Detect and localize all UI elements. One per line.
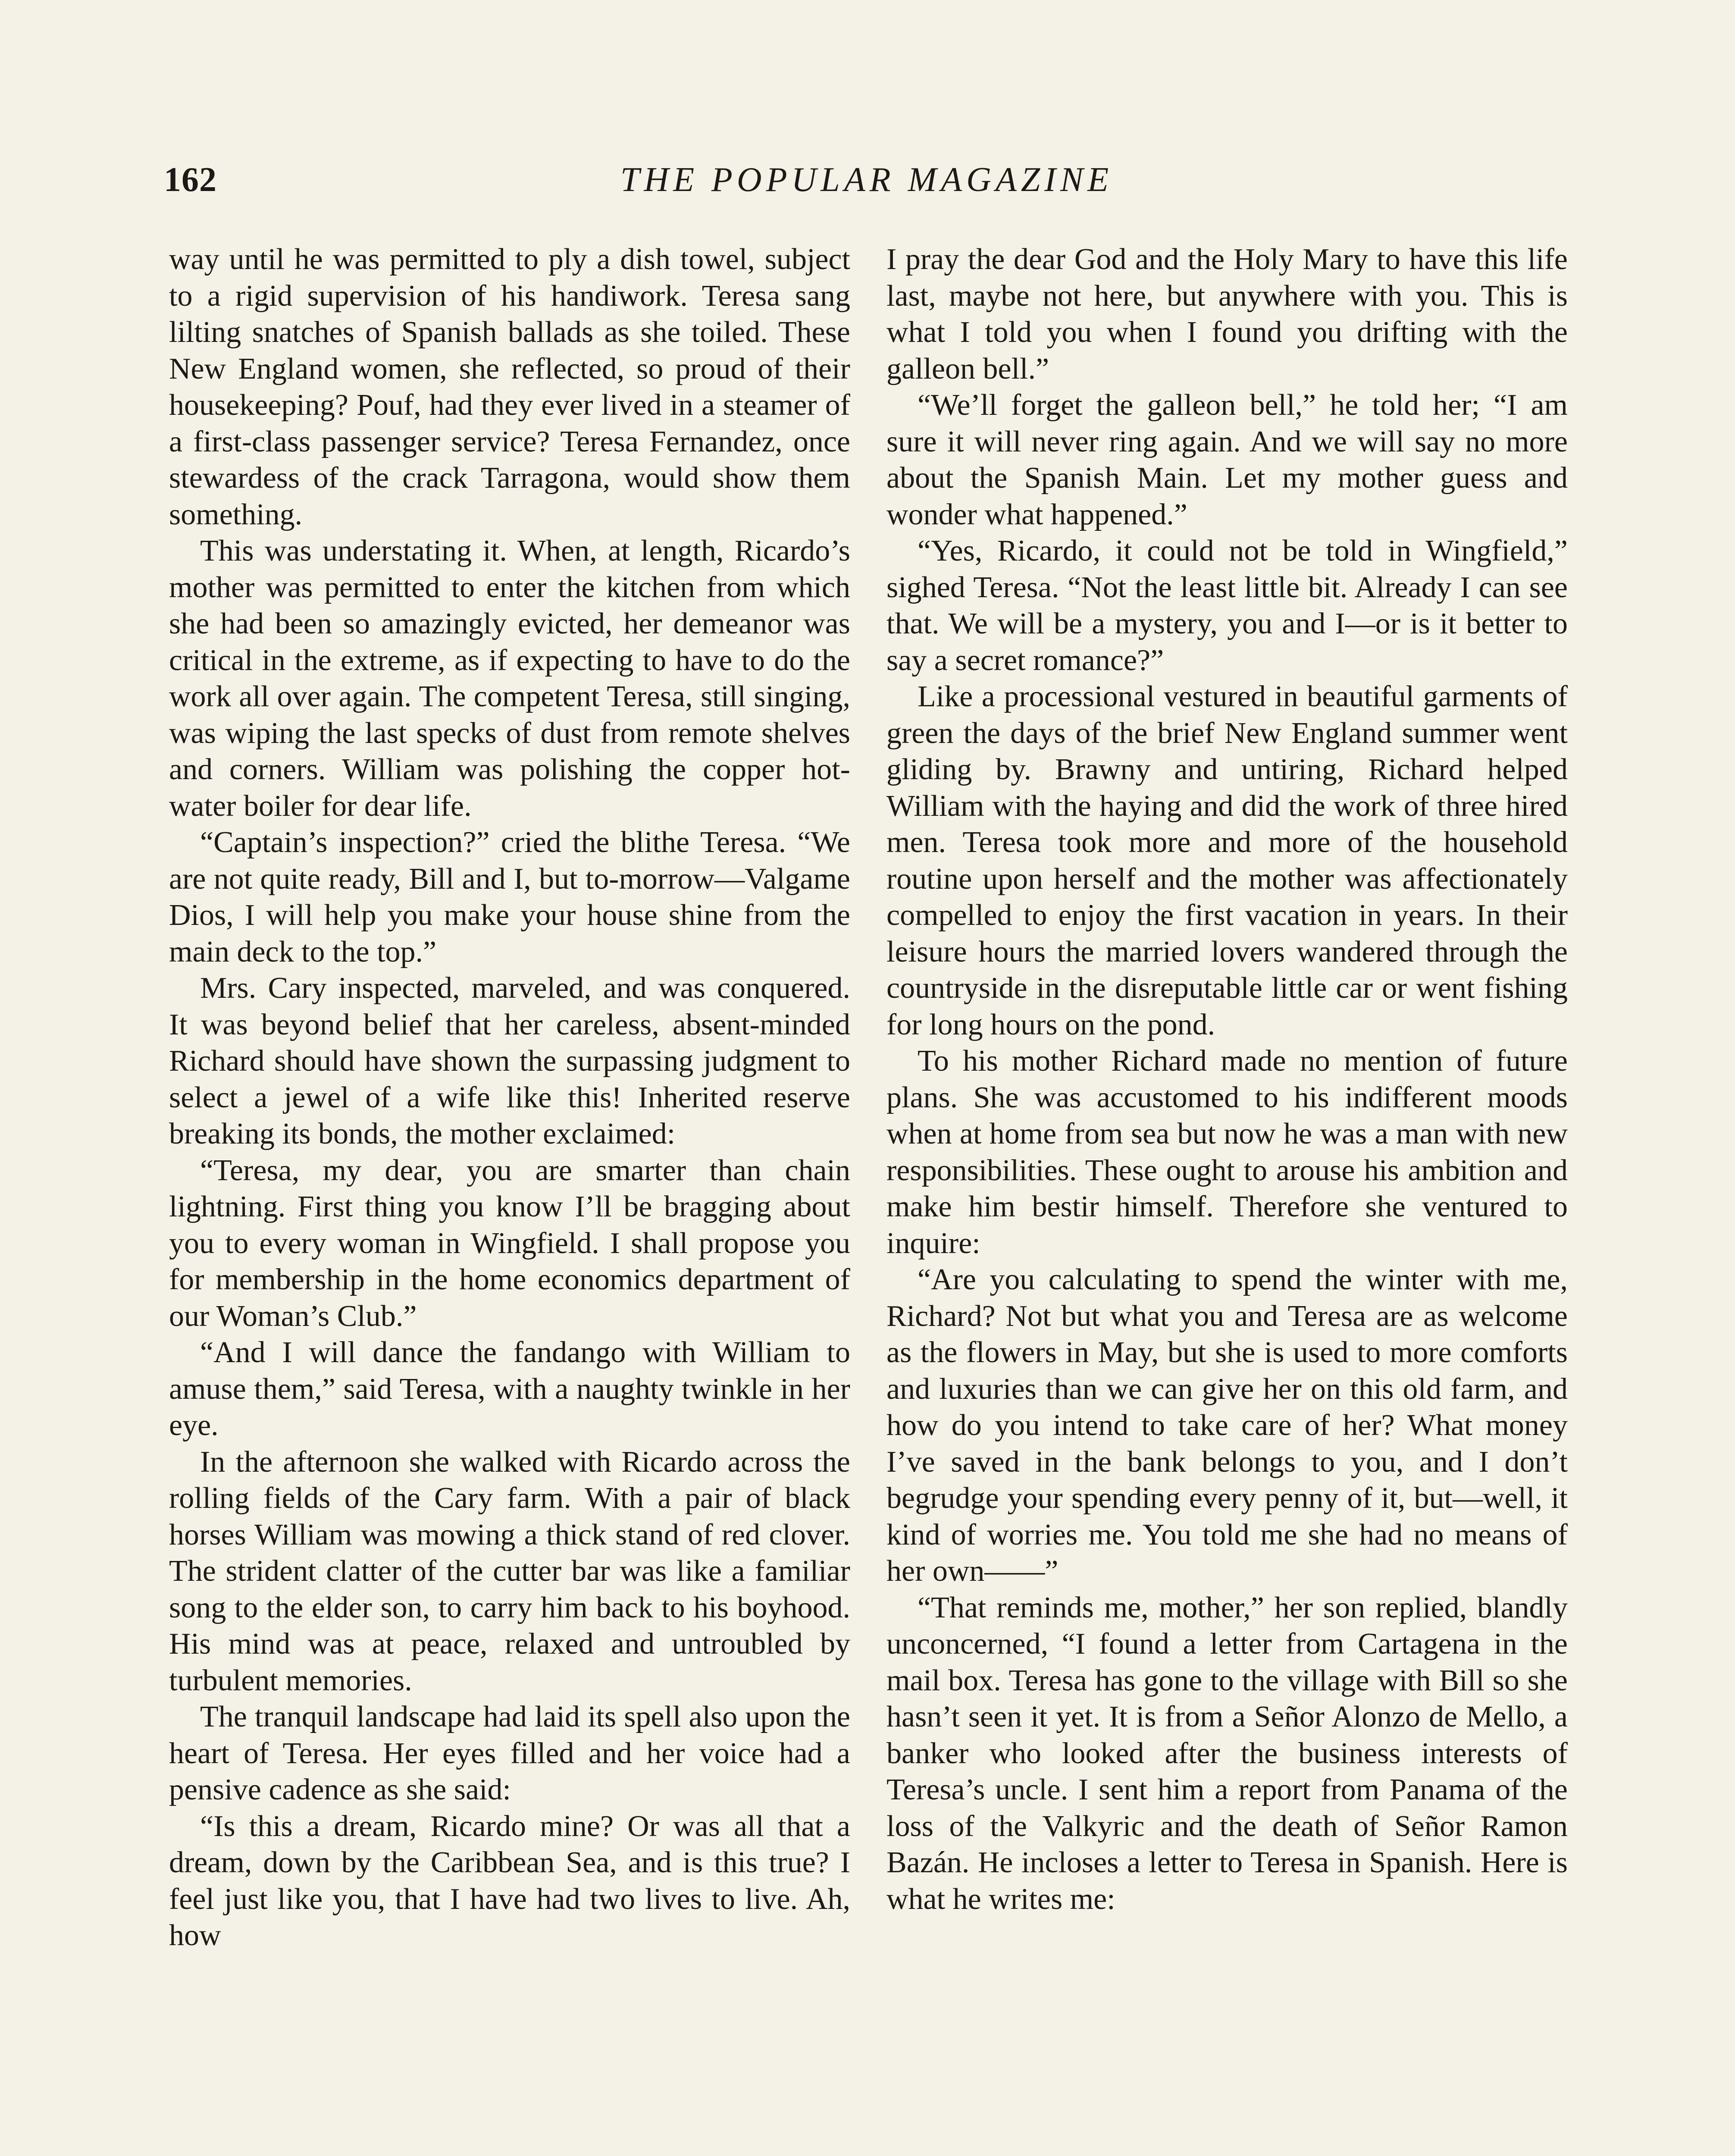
paragraph: “Yes, Ricardo, it could not be told in Wingfield,” sighed Teresa. “Not the least little bit. Already I can see that. We will be a mystery, you and I—or is it better to say a secret romance?” <box>886 534 1568 677</box>
paragraph: “That reminds me, mother,” her son replied, blandly unconcerned, “I found a letter from Cartagena in the mail box. Teresa has gone to the village with Bill so she hasn’t seen it yet. It is from a Señor Alonzo de Mello, a banker who looked after the business interests of Teresa’s uncle. I sent him a report from Panama of the loss of the Valkyric and the death of Señor Ramon Bazán. He incloses a letter to Teresa in Spanish. Here is what he writes me: <box>886 1591 1568 1916</box>
paragraph: This was understating it. When, at length, Ricardo’s mother was permitted to enter the kitchen from which she had been so amazingly evicted, her demeanor was critical in the extreme, as if expecting to have to do the work all over again. The competent Teresa, still singing, was wiping the last specks of dust from remote shelves and corners. William was polishing the copper hot-water boiler for dear life. <box>169 534 850 823</box>
paragraph: The tranquil landscape had laid its spell also upon the heart of Teresa. Her eyes filled and her voice had a pensive cadence as she said: <box>169 1700 850 1806</box>
paragraph: Like a processional vestured in beautiful garments of green the days of the brief New England summer went gliding by. Brawny and untiring, Richard helped William with the haying and did the work of three hired men. Teresa took more and more of the household routine upon herself and the mother was affectionately compelled to enjoy the first vacation in years. In their leisure hours the married lovers wandered through the countryside in the disreputable little car or went fishing for long hours on the pond. <box>886 680 1568 1041</box>
paragraph: “We’ll forget the galleon bell,” he told her; “I am sure it will never ring again. And we will say no more about the Spanish Main. Let my mother guess and wonder what happened.” <box>886 389 1568 531</box>
running-title: THE POPULAR MAGAZINE <box>620 161 1113 199</box>
paragraph: “Teresa, my dear, you are smarter than chain lightning. First thing you know I’ll be bragging about you to every woman in Wingfield. I shall propose you for membership in the home economics department of our Woman’s Club.” <box>169 1153 850 1333</box>
page-header <box>164 160 1569 208</box>
page-number: 162 <box>164 161 217 199</box>
right-column <box>886 241 1568 1918</box>
paragraph: “And I will dance the fandango with William to amuse them,” said Teresa, with a naughty twinkle in her eye. <box>169 1336 850 1442</box>
paragraph: To his mother Richard made no mention of future plans. She was accustomed to his indifferent moods when at home from sea but now he was a man with new responsibilities. These ought to arouse his ambition and make him bestir himself. Therefore she ventured to inquire: <box>886 1044 1568 1260</box>
paragraph: “Is this a dream, Ricardo mine? Or was all that a dream, down by the Caribbean Sea, and is this true? I feel just like you, that I have had two lives to live. Ah, how <box>169 1809 850 1952</box>
paragraph: I pray the dear God and the Holy Mary to have this life last, maybe not here, but anywhere with you. This is what I told you when I found you drifting with the galleon bell.” <box>886 243 1568 385</box>
paragraph: “Are you calculating to spend the winter with me, Richard? Not but what you and Teresa are as welcome as the flowers in May, but she is used to more comforts and luxuries than we can give her on this old farm, and how do you intend to take care of her? What money I’ve saved in the bank belongs to you, and I don’t begrudge your spending every penny of it, but—well, it kind of worries me. You told me she had no means of her own——” <box>886 1263 1568 1588</box>
paragraph: “Captain’s inspection?” cried the blithe Teresa. “We are not quite ready, Bill and I, but to-morrow—Valgame Dios, I will help you make your house shine from the main deck to the top.” <box>169 826 850 968</box>
paragraph: Mrs. Cary inspected, marveled, and was conquered. It was beyond belief that her careless, absent-minded Richard should have shown the surpassing judgment to select a jewel of a wife like this! Inherited reserve breaking its bonds, the mother exclaimed: <box>169 971 850 1150</box>
paragraph: In the afternoon she walked with Ricardo across the rolling fields of the Cary farm. With a pair of black horses William was mowing a thick stand of red clover. The strident clatter of the cutter bar was like a familiar song to the elder son, to carry him back to his boyhood. His mind was at peace, relaxed and untroubled by turbulent memories. <box>169 1445 850 1697</box>
paragraph: way until he was permitted to ply a dish towel, subject to a rigid supervision of his handiwork. Teresa sang lilting snatches of Spanish ballads as she toiled. These New England women, she reflected, so proud of their housekeeping? Pouf, had they ever lived in a steamer of a first-class passenger service? Teresa Fernandez, once stewardess of the crack Tarragona, would show them something. <box>169 243 850 531</box>
left-column <box>169 241 850 1954</box>
